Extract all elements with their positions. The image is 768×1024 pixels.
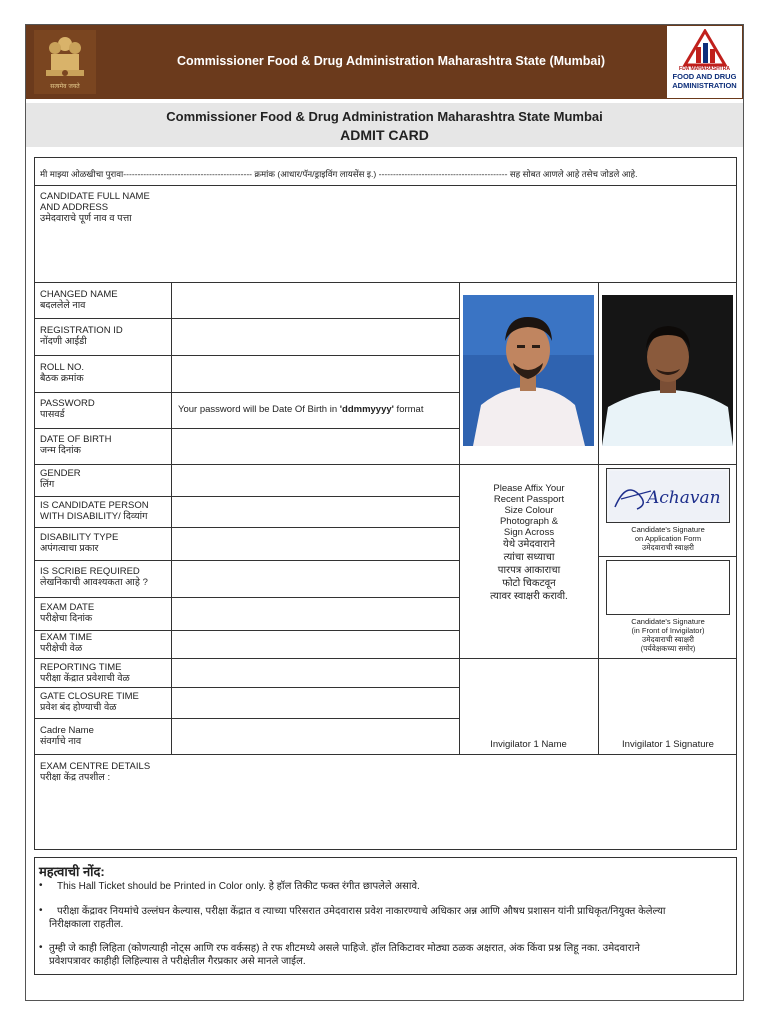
emblem-caption: सत्यमेव जयते (50, 83, 80, 90)
candidate-photo-recent (602, 295, 733, 446)
divider (34, 687, 460, 688)
signature-invigilator-box[interactable] (606, 560, 730, 615)
divider (34, 282, 737, 283)
divider (34, 754, 737, 755)
id-proof-declaration: मी माझ्या ओळखीचा पुरावा--------------------------------------------- क्रमांक (आधार/पॅन/ड्राइविंग लायसेंस इ.) --------------------------------------------- सह सोबत आणले आहे तसेच जोडले आहे. (40, 169, 638, 179)
candidate-signature: Achavan (647, 488, 721, 508)
bullet-icon: • (39, 942, 43, 953)
header-banner (26, 25, 743, 99)
page-title: ADMIT CARD (340, 127, 429, 143)
divider (34, 597, 460, 598)
page-subtitle: Commissioner Food & Drug Administration Maharashtra State Mumbai (166, 109, 603, 124)
scribe-required-label: IS SCRIBE REQUIRED लेखनिकाची आवश्यकता आहे ? (40, 566, 148, 588)
affix-photo-instructions: Please Affix Your Recent Passport Size Colour Photograph & Sign Across येथे उमेदवाराने त्यांचा सध्याचा पारपत्र आकाराचा फोटो चिकटवून त्यावर स्वाक्षरी करावी. (490, 483, 568, 602)
divider (34, 318, 460, 319)
divider (34, 392, 460, 393)
password-value: Your password will be Date Of Birth in 'ddmmyyyy' format (178, 404, 424, 415)
divider (34, 355, 460, 356)
invigilator-signature-label: Invigilator 1 Signature (622, 739, 714, 750)
signature-invigilator-caption: Candidate's Signature (in Front of Invigilator) उमेदवाराची स्वाक्षरी (पर्यवेक्षकच्या समोर) (631, 617, 705, 653)
divider (599, 556, 737, 557)
bullet-icon: • (39, 905, 43, 916)
fda-logo (666, 25, 743, 99)
exam-centre-label: EXAM CENTRE DETAILS परीक्षा केंद्र तपशील : (40, 761, 151, 783)
disability-type-label: DISABILITY TYPE अपंगत्वाचा प्रकार (40, 532, 119, 554)
password-label: PASSWORD पासवर्ड (40, 398, 95, 420)
divider (34, 428, 460, 429)
bullet-icon: • (39, 880, 43, 891)
candidate-photo-application (463, 295, 594, 446)
signature-application-caption: Candidate's Signature on Application Form उमेदवाराची स्वाक्षरी (631, 525, 705, 552)
divider (171, 282, 172, 754)
divider (34, 185, 737, 186)
gate-closure-time-label: GATE CLOSURE TIME प्रवेश बंद होण्याची वेळ (40, 691, 139, 713)
roll-no-label: ROLL NO. बैठक क्रमांक (40, 362, 84, 384)
candidate-name-address-label: CANDIDATE FULL NAME AND ADDRESS उमेदवाराचे पूर्ण नाव व पत्ता (40, 191, 150, 224)
note-item: This Hall Ticket should be Printed in Color only. हे हॉल तिकीट फक्त रंगीत छापलेले असावे. (57, 881, 420, 892)
exam-date-label: EXAM DATE परीक्षेचा दिनांक (40, 602, 95, 624)
banner-title: Commissioner Food & Drug Administration Maharashtra State (Mumbai) (176, 54, 606, 68)
divider (34, 496, 460, 497)
divider (34, 718, 460, 719)
divider (34, 658, 737, 659)
divider (459, 282, 460, 754)
cadre-name-label: Cadre Name संवर्गाचे नाव (40, 725, 94, 747)
signature-image-box (606, 468, 730, 523)
invigilator-name-label: Invigilator 1 Name (490, 739, 567, 750)
notes-title: महत्वाची नोंद: (39, 864, 105, 879)
admit-card-page (25, 24, 744, 1001)
disability-label: IS CANDIDATE PERSON WITH DISABILITY/ दिव्यांग (40, 500, 149, 522)
gender-label: GENDER लिंग (40, 468, 81, 490)
title-band (26, 103, 743, 147)
reporting-time-label: REPORTING TIME परीक्षा केंद्रात प्रवेशाची वेळ (40, 662, 130, 684)
divider (34, 527, 460, 528)
registration-id-label: REGISTRATION ID नोंदणी आईडी (40, 325, 123, 347)
divider (34, 464, 737, 465)
fda-logo-name: FOOD AND DRUG ADMINISTRATION (672, 72, 737, 90)
signature-icon (607, 469, 729, 522)
divider (34, 630, 460, 631)
note-item: निरीक्षकाला राहतील. (49, 919, 124, 930)
state-emblem-icon (34, 30, 96, 94)
note-item: प्रवेशपत्रावर काहीही लिहिल्यास ते परीक्षेतील गैरप्रकार असे मानले जाईल. (49, 956, 306, 967)
fda-logo-icon (681, 29, 729, 67)
divider (598, 282, 599, 754)
exam-time-label: EXAM TIME परीक्षेची वेळ (40, 632, 93, 654)
note-item: परीक्षा केंद्रावर नियमांचे उल्लंघन केल्यास, परीक्षा केंद्रात व त्याच्या परिसरात उमेदवारास प्रवेश नाकारण्याचे अधिकार अन्न आणि औषध प्रशासन यांनी प्राधिकृत/नियुक्त केलेल्या (57, 906, 666, 917)
date-of-birth-label: DATE OF BIRTH जन्म दिनांक (40, 434, 112, 456)
important-notes (34, 857, 737, 975)
divider (34, 560, 460, 561)
fda-logo-small-text: FDA MAHARASHTRA (679, 66, 730, 72)
note-item: तुम्ही जे काही लिहिता (कोणत्याही नोट्स आणि रफ वर्कसह) ते रफ शीटमध्ये असले पाहिजे. हॉल तिकिटावर मोठ्या ठळक अक्षरात, अंक किंवा प्रश्न लिहू नका. उमेदवाराने (49, 943, 640, 954)
changed-name-label: CHANGED NAME बदललेले नाव (40, 289, 118, 311)
